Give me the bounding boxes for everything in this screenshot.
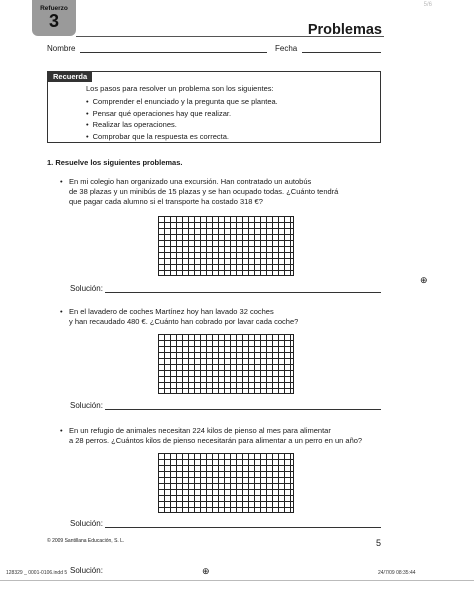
- date-label: Fecha: [275, 44, 298, 53]
- date-field[interactable]: [302, 52, 381, 53]
- solution-label: Solución:: [70, 284, 103, 293]
- slug-file: 128329 _ 0001-0106.indd 5: [6, 570, 68, 576]
- name-field[interactable]: [80, 52, 267, 53]
- solution-field-2[interactable]: [105, 409, 381, 410]
- copyright: © 2009 Santillana Educación, S. L.: [47, 538, 125, 544]
- step-item: • Pensar qué operaciones hay que realizar.: [86, 108, 278, 120]
- solution-label: Solución:: [70, 519, 103, 528]
- problem-line: y han recaudado 480 €. ¿Cuánto han cobrado por lavar cada coche?: [69, 317, 299, 326]
- bullet-icon: •: [60, 307, 63, 316]
- slug-solution: Solución:: [70, 566, 103, 575]
- problem-2: [60, 307, 298, 327]
- problem-line: En un refugio de animales necesitan 224 kilos de pienso al mes para alimentar: [69, 426, 331, 435]
- work-grid-3[interactable]: [158, 453, 294, 513]
- problem-line: En el lavadero de coches Martínez hoy han lavado 32 coches: [69, 307, 274, 316]
- problem-text: [69, 426, 362, 446]
- problem-line: que pagar cada alumno si el transporte ha costado 318 €?: [69, 197, 263, 206]
- solution-label: Solución:: [70, 401, 103, 410]
- registration-mark-icon: ⊕: [202, 566, 210, 576]
- step-item: • Comprobar que la respuesta es correcta.: [86, 131, 278, 143]
- registration-mark-icon: ⊕: [420, 275, 428, 285]
- exercise-title: 1. Resuelve los siguientes problemas.: [47, 158, 183, 167]
- problem-3: [60, 426, 362, 446]
- page-number: 5: [376, 538, 382, 548]
- solution-field-1[interactable]: [105, 292, 381, 293]
- corner-mark: 5/6: [423, 2, 432, 8]
- recuerda-intro: Los pasos para resolver un problema son los siguientes:: [86, 84, 274, 93]
- slug-date: 24/7/09 08:35:44: [378, 570, 416, 576]
- work-grid-1[interactable]: [158, 216, 294, 276]
- steps-list: [86, 96, 278, 142]
- name-label: Nombre: [47, 44, 76, 53]
- solution-field-3[interactable]: [105, 527, 381, 528]
- slug-rule: [0, 580, 474, 581]
- problem-text: [69, 307, 298, 327]
- problem-line: de 38 plazas y un minibús de 15 plazas y se han ocupado todas. ¿Cuánto tendrá: [69, 187, 339, 196]
- recuerda-box: [47, 71, 381, 143]
- work-grid-2[interactable]: [158, 334, 294, 394]
- recuerda-tag: Recuerda: [48, 71, 92, 82]
- problem-text: [69, 177, 338, 207]
- step-item: • Comprender el enunciado y la pregunta que se plantea.: [86, 96, 278, 108]
- problem-1: [60, 177, 338, 207]
- bullet-icon: •: [60, 177, 63, 186]
- step-item: • Realizar las operaciones.: [86, 119, 278, 131]
- tab-label: Refuerzo: [40, 5, 68, 12]
- problem-line: a 28 perros. ¿Cuántos kilos de pienso necesitarán para alimentar a un perro en un año?: [69, 436, 363, 445]
- page-title: Problemas: [307, 22, 382, 38]
- bullet-icon: •: [60, 426, 63, 435]
- tab-number: 3: [48, 11, 59, 31]
- problem-line: En mi colegio han organizado una excursión. Han contratado un autobús: [69, 177, 312, 186]
- section-tab: [32, 0, 76, 36]
